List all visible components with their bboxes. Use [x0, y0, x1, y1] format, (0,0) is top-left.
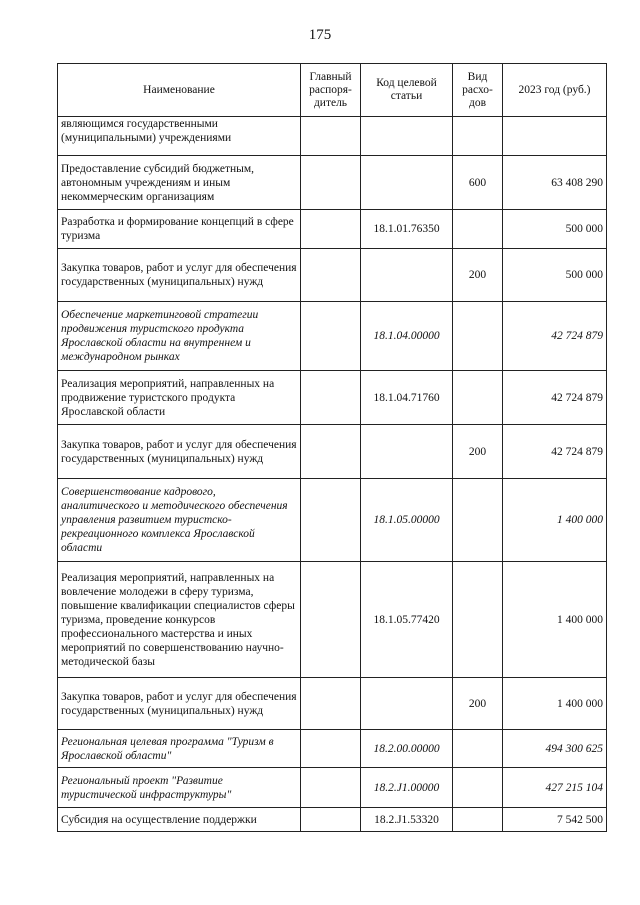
column-header-manager: Главный распоря-дитель	[301, 64, 361, 117]
row-manager	[301, 562, 361, 678]
row-amount: 1 400 000	[503, 562, 607, 678]
table-row	[58, 678, 607, 730]
row-amount: 63 408 290	[503, 156, 607, 210]
table-row	[58, 425, 607, 479]
row-name: являющимся государственными (муниципальными) учреждениями	[58, 117, 301, 156]
row-code: 18.1.05.77420	[361, 562, 453, 678]
row-manager	[301, 117, 361, 156]
row-expense-type	[453, 302, 503, 371]
table-row	[58, 371, 607, 425]
row-name: Обеспечение маркетинговой стратегии продвижения туристского продукта Ярославской области на внутреннем и международном рынках	[58, 302, 301, 371]
row-code: 18.2.00.00000	[361, 730, 453, 768]
row-manager	[301, 249, 361, 302]
table-row	[58, 479, 607, 562]
row-amount	[503, 117, 607, 156]
row-name: Закупка товаров, работ и услуг для обеспечения государственных (муниципальных) нужд	[58, 249, 301, 302]
row-expense-type	[453, 562, 503, 678]
row-name: Региональный проект "Развитие туристической инфраструктуры"	[58, 768, 301, 808]
row-manager	[301, 768, 361, 808]
budget-table	[57, 63, 607, 832]
row-name: Реализация мероприятий, направленных на вовлечение молодежи в сферу туризма, повышение квалификации специалистов сферы туризма, проведение конкурсов профессионального мастерства и иных мероприятий по совершенствованию научно-методической базы	[58, 562, 301, 678]
row-expense-type	[453, 768, 503, 808]
column-header-amount: 2023 год (руб.)	[503, 64, 607, 117]
row-expense-type: 200	[453, 678, 503, 730]
row-expense-type: 600	[453, 156, 503, 210]
table-row	[58, 730, 607, 768]
row-code	[361, 425, 453, 479]
row-expense-type	[453, 371, 503, 425]
row-manager	[301, 479, 361, 562]
row-expense-type	[453, 117, 503, 156]
row-expense-type	[453, 479, 503, 562]
row-amount: 427 215 104	[503, 768, 607, 808]
row-amount: 7 542 500	[503, 808, 607, 832]
row-expense-type	[453, 210, 503, 249]
row-amount: 494 300 625	[503, 730, 607, 768]
column-header-expense-type: Вид расхо-дов	[453, 64, 503, 117]
page-number: 175	[308, 27, 332, 43]
column-header-name: Наименование	[58, 64, 301, 117]
row-manager	[301, 425, 361, 479]
row-manager	[301, 371, 361, 425]
table-row	[58, 210, 607, 249]
row-code: 18.1.04.71760	[361, 371, 453, 425]
row-name: Предоставление субсидий бюджетным, автономным учреждениям и иным некоммерческим организациям	[58, 156, 301, 210]
column-header-code: Код целевой статьи	[361, 64, 453, 117]
row-code: 18.1.01.76350	[361, 210, 453, 249]
table-row	[58, 302, 607, 371]
table-row	[58, 808, 607, 832]
row-amount: 500 000	[503, 210, 607, 249]
row-name: Закупка товаров, работ и услуг для обеспечения государственных (муниципальных) нужд	[58, 425, 301, 479]
row-expense-type	[453, 808, 503, 832]
row-code: 18.1.04.00000	[361, 302, 453, 371]
table-row	[58, 156, 607, 210]
table-row	[58, 768, 607, 808]
row-code	[361, 678, 453, 730]
row-expense-type	[453, 730, 503, 768]
row-manager	[301, 210, 361, 249]
row-name: Реализация мероприятий, направленных на продвижение туристского продукта Ярославской области	[58, 371, 301, 425]
row-manager	[301, 730, 361, 768]
row-name: Региональная целевая программа "Туризм в Ярославской области"	[58, 730, 301, 768]
row-amount: 42 724 879	[503, 371, 607, 425]
table-row	[58, 117, 607, 156]
row-code	[361, 249, 453, 302]
table-header-row	[58, 64, 607, 117]
row-manager	[301, 808, 361, 832]
row-expense-type: 200	[453, 425, 503, 479]
row-name: Субсидия на осуществление поддержки	[58, 808, 301, 832]
row-code: 18.1.05.00000	[361, 479, 453, 562]
row-name: Закупка товаров, работ и услуг для обеспечения государственных (муниципальных) нужд	[58, 678, 301, 730]
row-code: 18.2.J1.53320	[361, 808, 453, 832]
row-manager	[301, 302, 361, 371]
row-manager	[301, 678, 361, 730]
row-expense-type: 200	[453, 249, 503, 302]
row-name: Совершенствование кадрового, аналитического и методического обеспечения управления развитием туристско-рекреационного комплекса Ярославской области	[58, 479, 301, 562]
row-amount: 1 400 000	[503, 479, 607, 562]
row-amount: 42 724 879	[503, 302, 607, 371]
row-amount: 1 400 000	[503, 678, 607, 730]
table-row	[58, 249, 607, 302]
row-code	[361, 117, 453, 156]
row-amount: 500 000	[503, 249, 607, 302]
row-code: 18.2.J1.00000	[361, 768, 453, 808]
row-amount: 42 724 879	[503, 425, 607, 479]
table-row	[58, 562, 607, 678]
row-name: Разработка и формирование концепций в сфере туризма	[58, 210, 301, 249]
row-code	[361, 156, 453, 210]
row-manager	[301, 156, 361, 210]
